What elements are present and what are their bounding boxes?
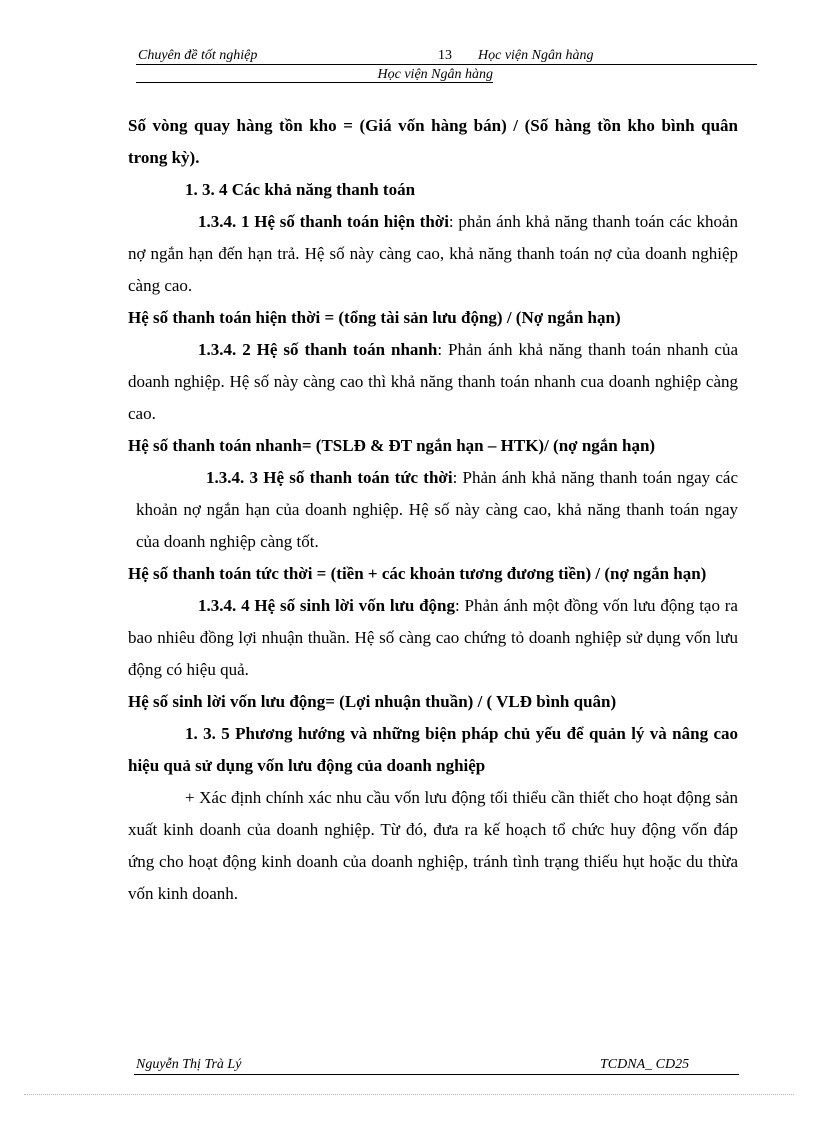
page-header [136,47,757,83]
section-heading-1-3-4: 1. 3. 4 Các khả năng thanh toán [185,180,416,199]
subsection-text: : phản ánh khả năng thanh toán các khoản nợ ngắn hạn đến hạn trả. Hệ số này càng cao, khả năng thanh toán nợ của doanh nghiệp càng cao. [128,212,738,295]
formula-working-capital-return: Hệ số sinh lời vốn lưu động= (Lợi nhuận thuần) / ( VLĐ bình quân) [128,692,617,711]
formula-quick-ratio: Hệ số thanh toán nhanh= (TSLĐ & ĐT ngắn hạn – HTK)/ (nợ ngắn hạn) [128,436,656,455]
header-line [136,47,757,65]
subsection-text: : Phản ánh khả năng thanh toán ngay các khoản nợ ngắn hạn của doanh nghiệp. Hệ số này càng cao, khả năng thanh toán ngay của doanh nghiệp càng tốt. [136,468,738,551]
page-footer [134,1056,739,1075]
header-document-type: Chuyên đề tốt nghiệp [138,48,258,63]
subsection-working-capital-return [128,590,738,686]
body-paragraph: + Xác định chính xác nhu cầu vốn lưu động tối thiểu cần thiết cho hoạt động sản xuất kinh doanh của doanh nghiệp. Từ đó, đưa ra kế hoạch tổ chức huy động vốn đáp ứng cho hoạt động kinh doanh của doanh nghiệp, tránh tình trạng thiếu hụt hoặc du thừa vốn kinh doanh. [128,788,738,903]
subsection-title: 1.3.4. 3 Hệ số thanh toán tức thời [206,468,453,487]
subsection-quick-ratio [128,334,738,430]
subsection-cash-ratio [128,462,738,558]
formula-cash-ratio: Hệ số thanh toán tức thời = (tiền + các khoản tương đương tiền) / (nợ ngắn hạn) [128,564,707,583]
subsection-title: 1.3.4. 2 Hệ số thanh toán nhanh [198,340,438,359]
header-institution: Học viện Ngân hàng [478,48,594,63]
subsection-title: 1.3.4. 1 Hệ số thanh toán hiện thời [198,212,449,231]
formula-inventory-turnover: Số vòng quay hàng tồn kho = (Giá vốn hàng bán) / (Số hàng tồn kho bình quân trong kỳ). [128,116,738,167]
subsection-text: : Phản ánh khả năng thanh toán nhanh của doanh nghiệp. Hệ số này càng cao thì khả năng thanh toán nhanh cua doanh nghiệp càng cao. [128,340,738,423]
subsection-title: 1.3.4. 4 Hệ số sinh lời vốn lưu động [198,596,456,615]
footer-code: TCDNA_ CD25 [600,1057,690,1072]
subsection-current-ratio [128,206,738,302]
subsection-text: : Phản ánh một đồng vốn lưu động tạo ra bao nhiêu đồng lợi nhuận thuần. Hệ số càng cao chứng tỏ doanh nghiệp sử dụng vốn lưu động có hiệu quả. [128,596,738,679]
header-institution-2: Học viện Ngân hàng [377,67,493,82]
header-second-line [136,65,493,83]
page-number: 13 [438,48,452,63]
section-heading-1-3-5: 1. 3. 5 Phương hướng và những biện pháp chủ yếu để quản lý và nâng cao hiệu quả sử dụng vốn lưu động của doanh nghiệp [128,724,738,775]
footer-author: Nguyễn Thị Trà Lý [136,1057,242,1072]
document-body [128,110,738,910]
page-bottom-divider [24,1094,794,1095]
formula-current-ratio: Hệ số thanh toán hiện thời = (tổng tài sản lưu động) / (Nợ ngắn hạn) [128,308,621,327]
